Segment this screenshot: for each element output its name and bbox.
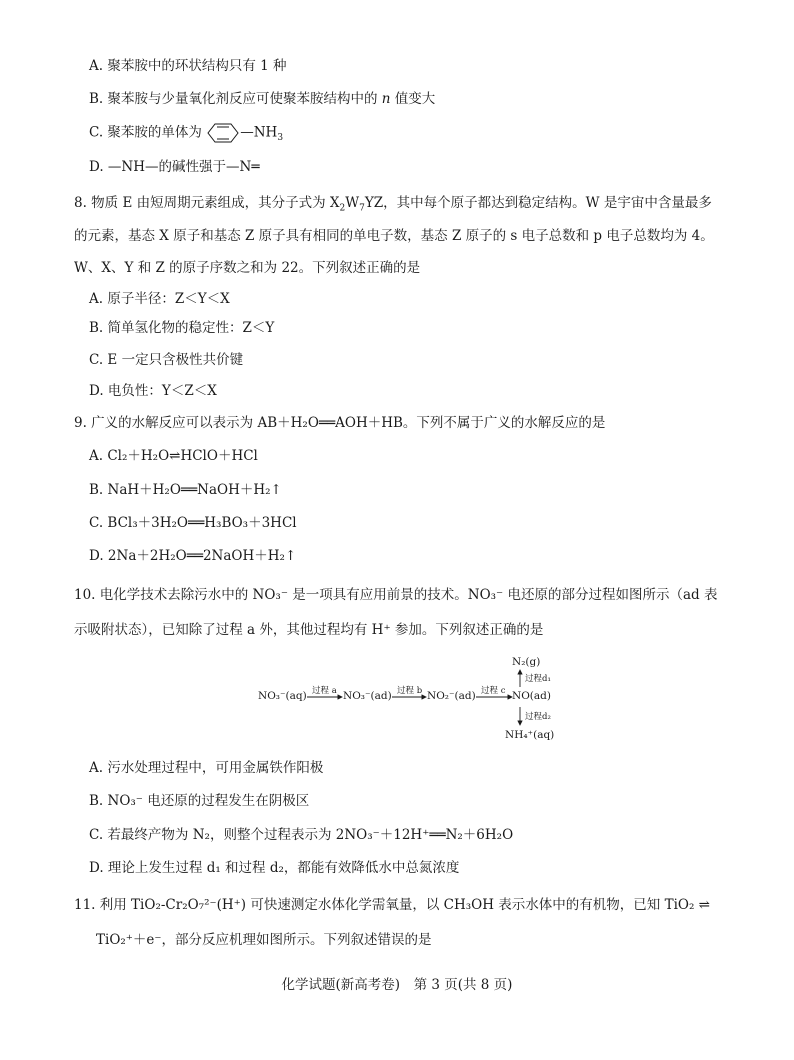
q9-option-d: D. 2Na＋2H₂O══2NaOH＋H₂↑: [89, 548, 297, 564]
q8-option-c: C. E 一定只含极性共价键: [89, 352, 244, 368]
label-process-d2: 过程d₂: [525, 712, 551, 722]
q8-stem-line2: 的元素，基态 X 原子和基态 Z 原子具有相同的单电子数，基态 Z 原子的 s 电子总数和 p 电子总数均为 4。: [74, 228, 714, 244]
q10-stem-line1: 10. 电化学技术去除污水中的 NO₃⁻ 是一项具有应用前景的技术。NO₃⁻ 电还原的部分过程如图所示（ad 表: [74, 587, 718, 603]
q8-option-a: A. 原子半径：Z＜Y＜X: [89, 291, 230, 307]
q9-option-b: B. NaH＋H₂O══NaOH＋H₂↑: [89, 482, 282, 498]
species-no3-ad: NO₃⁻(ad): [343, 690, 392, 702]
q7-option-a: A. 聚苯胺中的环状结构只有 1 种: [89, 58, 287, 74]
label-process-d1: 过程d₁: [525, 674, 551, 684]
q10-option-c: C. 若最终产物为 N₂，则整个过程表示为 2NO₃⁻＋12H⁺══N₂＋6H₂O: [89, 827, 514, 843]
q7-option-b: B. 聚苯胺与少量氧化剂反应可使聚苯胺结构中的 n 值变大: [89, 91, 436, 107]
q11-stem-line1: 11. 利用 TiO₂-Cr₂O₇²⁻(H⁺) 可快速测定水体化学需氧量，以 CH₃OH 表示水体中的有机物，已知 TiO₂ ⇌: [74, 897, 710, 913]
species-n2-g: N₂(g): [512, 656, 541, 668]
label-process-b: 过程 b: [397, 686, 423, 696]
species-no2-ad: NO₂⁻(ad): [427, 690, 476, 702]
q10-option-d: D. 理论上发生过程 d₁ 和过程 d₂，都能有效降低水中总氮浓度: [89, 860, 460, 876]
q7-option-c: C. 聚苯胺的单体为 $—NH_3$: [89, 122, 283, 144]
species-no-ad: NO(ad): [512, 690, 551, 702]
q8-stem-line3: W、X、Y 和 Z 的原子序数之和为 22。下列叙述正确的是: [74, 260, 421, 276]
q9-option-a: A. Cl₂＋H₂O⇌HClO＋HCl: [89, 448, 258, 464]
q8-option-d: D. 电负性：Y＜Z＜X: [89, 383, 217, 399]
q8-option-b: B. 简单氢化物的稳定性：Z＜Y: [89, 320, 275, 336]
q10-stem-line2: 示吸附状态），已知除了过程 a 外，其他过程均有 H⁺ 参加。下列叙述正确的是: [74, 622, 544, 638]
q8-stem-line1: 8. 物质 E 由短周期元素组成，其分子式为 $X_2W_7YZ$，其中每个原子都达到稳定结构。W 是宇宙中含量最多: [74, 195, 712, 214]
reduction-process-diagram: [250, 652, 570, 748]
q10-option-b: B. NO₃⁻ 电还原的过程发生在阴极区: [89, 793, 310, 809]
benzene-ring-icon: [206, 122, 240, 144]
label-process-a: 过程 a: [312, 686, 337, 696]
species-no3-aq: NO₃⁻(aq): [258, 690, 307, 702]
q10-option-a: A. 污水处理过程中，可用金属铁作阳极: [89, 760, 324, 776]
q9-stem: 9. 广义的水解反应可以表示为 AB＋H₂O══AOH＋HB。下列不属于广义的水解反应的是: [74, 415, 606, 431]
species-nh4-aq: NH₄⁺(aq): [505, 729, 555, 741]
page-footer: 化学试题(新高考卷) 第 3 页(共 8 页): [281, 977, 513, 993]
q7-option-d: D. —NH—的碱性强于—N═: [89, 159, 260, 175]
q11-stem-line2: TiO₂⁺＋e⁻，部分反应机理如图所示。下列叙述错误的是: [96, 932, 432, 948]
label-process-c: 过程 c: [481, 686, 506, 696]
q9-option-c: C. BCl₃＋3H₂O══H₃BO₃＋3HCl: [89, 515, 297, 531]
